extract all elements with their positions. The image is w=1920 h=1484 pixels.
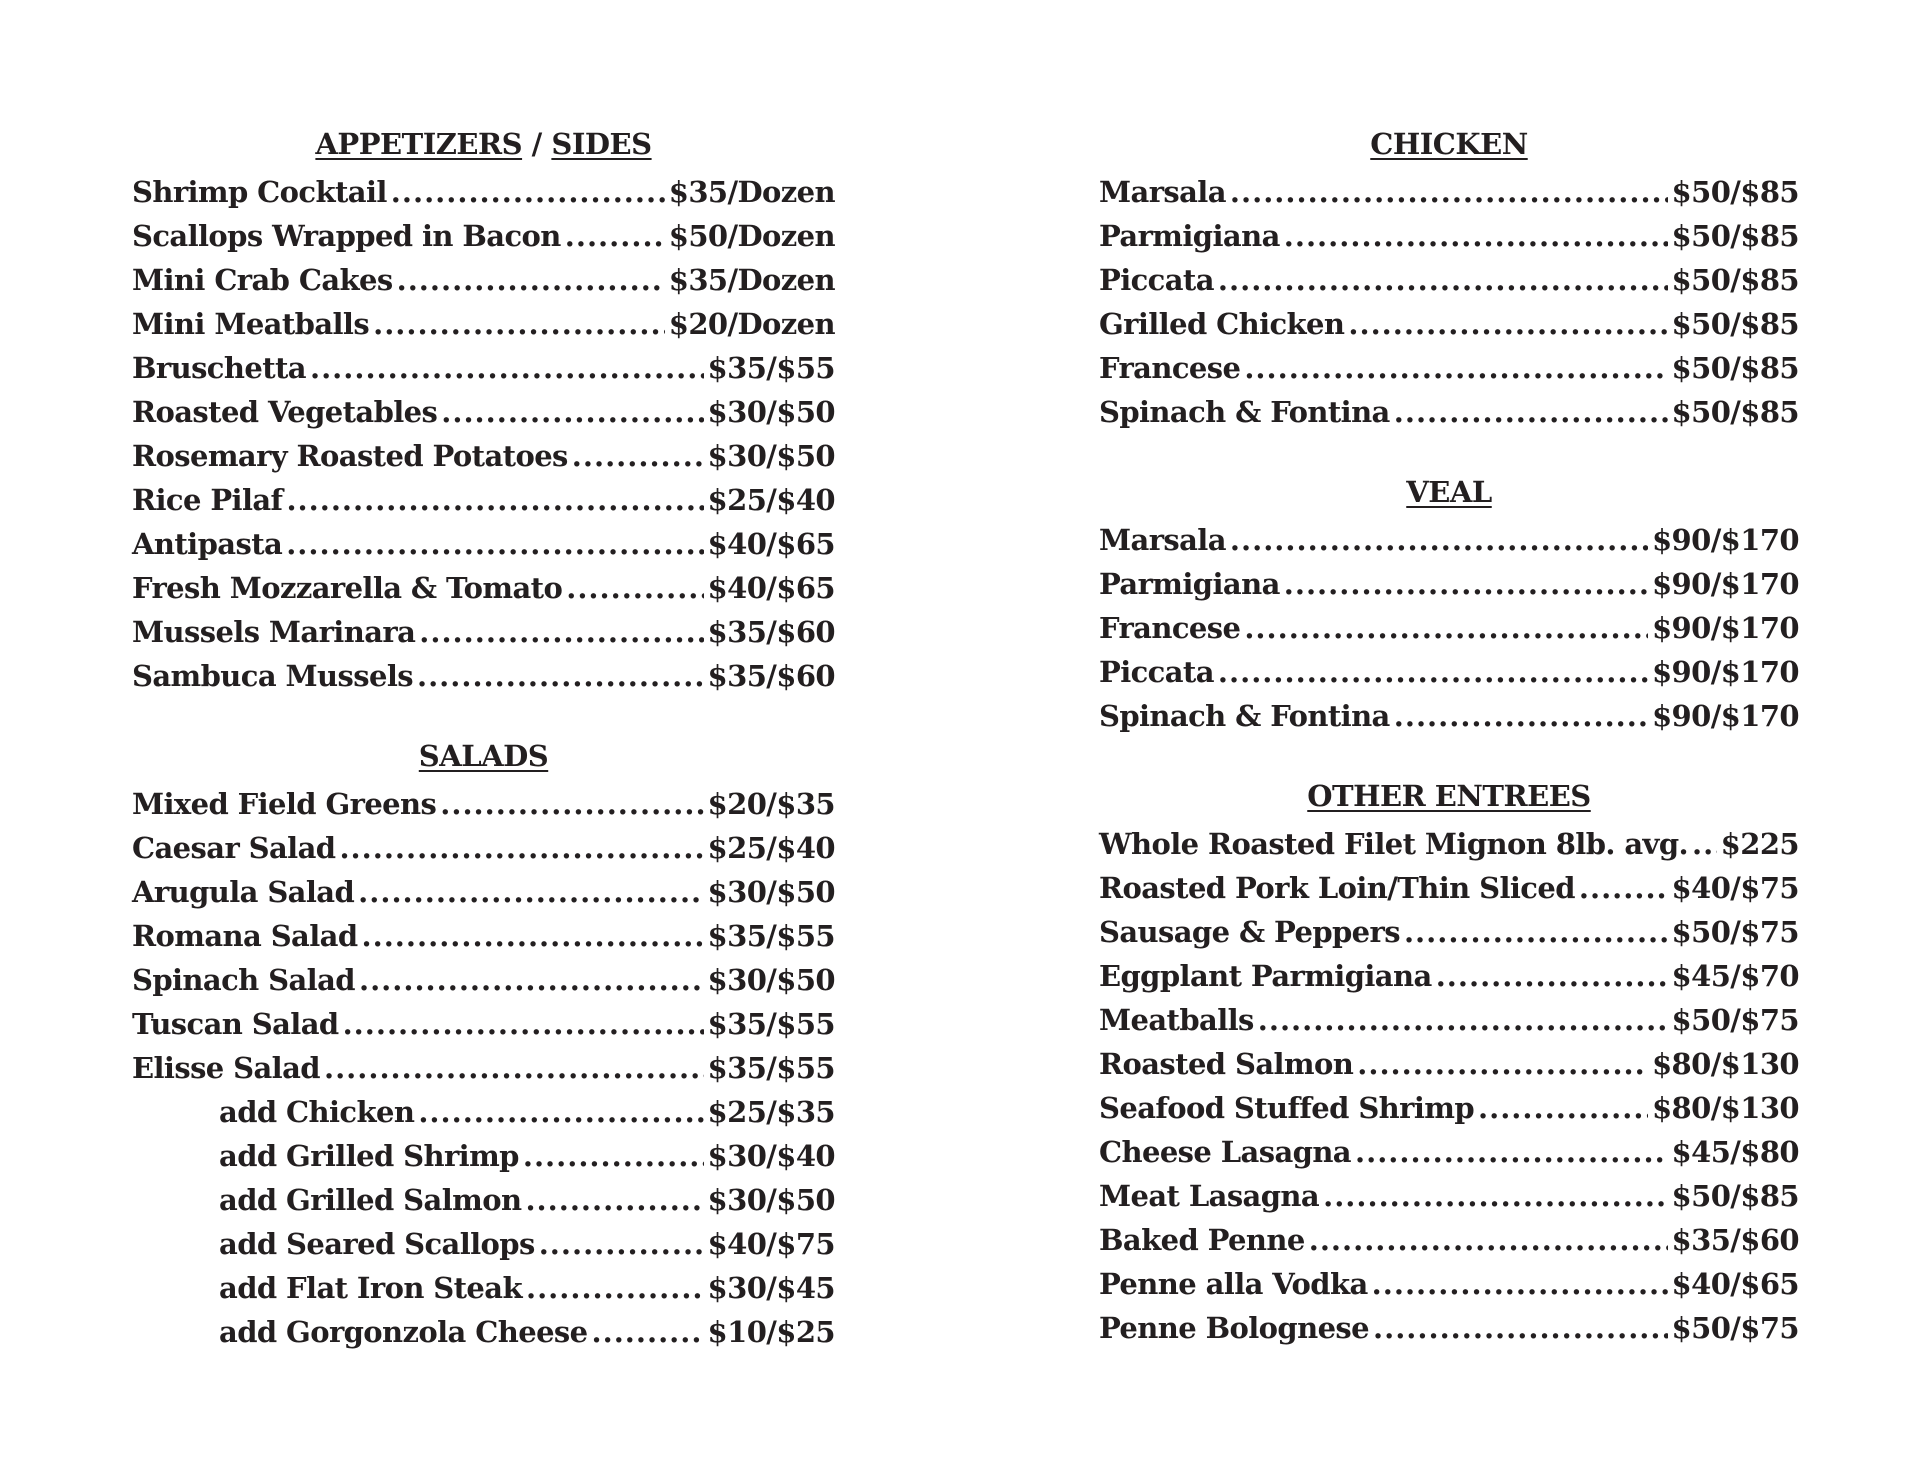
item-price: $50/$85 bbox=[1671, 1179, 1799, 1213]
item-name: add Grilled Shrimp bbox=[219, 1139, 519, 1173]
item-name: Francese bbox=[1099, 611, 1241, 645]
dot-leader bbox=[358, 870, 703, 914]
menu-item bbox=[132, 958, 835, 1002]
menu-item bbox=[1099, 910, 1799, 954]
menu-item bbox=[132, 522, 835, 566]
dot-leader bbox=[440, 782, 703, 826]
dot-leader bbox=[1357, 1042, 1648, 1086]
item-price: $50/$85 bbox=[1671, 395, 1799, 429]
item-name: Seafood Stuffed Shrimp bbox=[1099, 1091, 1475, 1125]
other-entrees-heading bbox=[1099, 778, 1799, 822]
menu-item bbox=[1099, 954, 1799, 998]
dot-leader bbox=[1244, 346, 1667, 390]
item-price: $45/$80 bbox=[1671, 1135, 1799, 1169]
menu-item bbox=[1099, 1130, 1799, 1174]
dot-leader bbox=[526, 1266, 704, 1310]
appetizers-sides-heading bbox=[132, 126, 835, 170]
item-name: Eggplant Parmigiana bbox=[1099, 959, 1432, 993]
menu-item bbox=[1099, 170, 1799, 214]
dot-leader bbox=[1579, 866, 1668, 910]
dot-leader bbox=[1394, 390, 1668, 434]
item-price: $35/$60 bbox=[1671, 1223, 1799, 1257]
menu-item bbox=[1099, 214, 1799, 258]
menu-item bbox=[132, 302, 835, 346]
menu-item bbox=[132, 478, 835, 522]
left-menu-column bbox=[132, 126, 835, 1394]
dot-leader bbox=[1692, 822, 1717, 866]
item-name: Meat Lasagna bbox=[1099, 1179, 1320, 1213]
dot-leader bbox=[441, 390, 703, 434]
menu-item bbox=[132, 214, 835, 258]
item-price: $40/$75 bbox=[1671, 871, 1799, 905]
menu-item bbox=[1099, 302, 1799, 346]
item-name: Roasted Pork Loin/Thin Sliced bbox=[1099, 871, 1575, 905]
menu-item bbox=[1099, 1306, 1799, 1350]
dot-leader bbox=[1404, 910, 1668, 954]
sides-heading: SIDES bbox=[551, 127, 652, 161]
item-price: $35/$55 bbox=[707, 1007, 835, 1041]
item-price: $50/Dozen bbox=[668, 219, 835, 253]
menu-item bbox=[1099, 650, 1799, 694]
item-price: $90/$170 bbox=[1651, 611, 1799, 645]
menu-item bbox=[1099, 1042, 1799, 1086]
dot-leader bbox=[417, 654, 704, 698]
item-name: Piccata bbox=[1099, 263, 1214, 297]
item-price: $30/$50 bbox=[707, 395, 835, 429]
menu-item bbox=[132, 1046, 835, 1090]
veal-section bbox=[1099, 474, 1799, 738]
dot-leader bbox=[539, 1222, 704, 1266]
dot-leader bbox=[1309, 1218, 1668, 1262]
item-name: Cheese Lasagna bbox=[1099, 1135, 1351, 1169]
item-name: Mini Meatballs bbox=[132, 307, 370, 341]
item-name: Tuscan Salad bbox=[132, 1007, 339, 1041]
item-name: Penne Bolognese bbox=[1099, 1311, 1369, 1345]
dot-leader bbox=[525, 1178, 703, 1222]
dot-leader bbox=[391, 170, 665, 214]
item-price: $50/$75 bbox=[1671, 915, 1799, 949]
item-price: $25/$35 bbox=[707, 1095, 835, 1129]
dot-leader bbox=[419, 610, 703, 654]
item-name: Penne alla Vodka bbox=[1099, 1267, 1368, 1301]
item-price: $90/$170 bbox=[1651, 699, 1799, 733]
menu-item bbox=[1099, 1218, 1799, 1262]
chicken-heading-text: CHICKEN bbox=[1370, 127, 1528, 161]
item-name: Fresh Mozzarella & Tomato bbox=[132, 571, 563, 605]
add-on-item bbox=[132, 1222, 835, 1266]
item-price: $25/$40 bbox=[707, 483, 835, 517]
item-name: Antipasta bbox=[132, 527, 283, 561]
dot-leader bbox=[1323, 1174, 1667, 1218]
item-price: $50/$75 bbox=[1671, 1003, 1799, 1037]
dot-leader bbox=[1218, 650, 1648, 694]
chicken-section bbox=[1099, 126, 1799, 434]
item-price: $10/$25 bbox=[707, 1315, 835, 1349]
item-name: Romana Salad bbox=[132, 919, 358, 953]
dot-leader bbox=[1284, 562, 1648, 606]
menu-item bbox=[132, 390, 835, 434]
item-price: $225 bbox=[1720, 827, 1799, 861]
item-price: $30/$50 bbox=[707, 1183, 835, 1217]
menu-item bbox=[1099, 1262, 1799, 1306]
dot-leader bbox=[324, 1046, 704, 1090]
menu-item bbox=[132, 566, 835, 610]
item-name: Rice Pilaf bbox=[132, 483, 283, 517]
add-on-item bbox=[132, 1178, 835, 1222]
menu-item bbox=[132, 170, 835, 214]
dot-leader bbox=[310, 346, 704, 390]
item-price: $30/$45 bbox=[707, 1271, 835, 1305]
dot-leader bbox=[359, 958, 704, 1002]
dot-leader bbox=[523, 1134, 704, 1178]
right-menu-column bbox=[1099, 126, 1799, 1390]
dot-leader bbox=[1348, 302, 1667, 346]
add-on-item bbox=[132, 1090, 835, 1134]
menu-item bbox=[132, 610, 835, 654]
item-price: $20/$35 bbox=[707, 787, 835, 821]
item-price: $35/$60 bbox=[707, 659, 835, 693]
item-name: Marsala bbox=[1099, 523, 1226, 557]
menu-item bbox=[1099, 606, 1799, 650]
item-name: Whole Roasted Filet Mignon 8lb. avg. bbox=[1099, 827, 1688, 861]
menu-item bbox=[132, 434, 835, 478]
item-name: add Chicken bbox=[219, 1095, 415, 1129]
item-price: $50/$85 bbox=[1671, 219, 1799, 253]
dot-leader bbox=[565, 214, 665, 258]
dot-leader bbox=[1230, 170, 1668, 214]
appetizers-heading: APPETIZERS bbox=[315, 127, 523, 161]
item-name: Piccata bbox=[1099, 655, 1214, 689]
item-name: Parmigiana bbox=[1099, 567, 1280, 601]
salads-heading bbox=[132, 738, 835, 782]
menu-item bbox=[132, 826, 835, 870]
item-price: $35/Dozen bbox=[668, 263, 835, 297]
dot-leader bbox=[362, 914, 704, 958]
item-name: Sambuca Mussels bbox=[132, 659, 413, 693]
menu-item bbox=[1099, 390, 1799, 434]
item-name: Baked Penne bbox=[1099, 1223, 1305, 1257]
chicken-heading bbox=[1099, 126, 1799, 170]
item-price: $50/$85 bbox=[1671, 351, 1799, 385]
menu-item bbox=[1099, 346, 1799, 390]
item-name: Grilled Chicken bbox=[1099, 307, 1345, 341]
menu-item bbox=[1099, 1174, 1799, 1218]
other-entrees-heading-text: OTHER ENTREES bbox=[1307, 779, 1591, 813]
item-name: Spinach & Fontina bbox=[1099, 699, 1390, 733]
item-name: Spinach Salad bbox=[132, 963, 355, 997]
item-name: Mixed Field Greens bbox=[132, 787, 437, 821]
item-price: $30/$50 bbox=[707, 875, 835, 909]
item-price: $50/$85 bbox=[1671, 263, 1799, 297]
dot-leader bbox=[1436, 954, 1668, 998]
menu-item bbox=[132, 654, 835, 698]
dot-leader bbox=[1372, 1262, 1668, 1306]
dot-leader bbox=[343, 1002, 704, 1046]
item-name: Francese bbox=[1099, 351, 1241, 385]
dot-leader bbox=[286, 522, 703, 566]
dot-leader bbox=[373, 302, 665, 346]
item-price: $40/$65 bbox=[707, 527, 835, 561]
menu-item bbox=[132, 782, 835, 826]
item-price: $20/Dozen bbox=[668, 307, 835, 341]
menu-item bbox=[1099, 258, 1799, 302]
dot-leader bbox=[1284, 214, 1668, 258]
menu-item bbox=[1099, 1086, 1799, 1130]
item-name: Caesar Salad bbox=[132, 831, 336, 865]
dot-leader bbox=[592, 1310, 704, 1354]
veal-heading bbox=[1099, 474, 1799, 518]
item-price: $35/$55 bbox=[707, 1051, 835, 1085]
add-on-item bbox=[132, 1310, 835, 1354]
veal-heading-text: VEAL bbox=[1406, 475, 1492, 509]
item-price: $35/$55 bbox=[707, 919, 835, 953]
item-name: Mini Crab Cakes bbox=[132, 263, 393, 297]
menu-item bbox=[1099, 562, 1799, 606]
item-name: Meatballs bbox=[1099, 1003, 1254, 1037]
item-name: add Gorgonzola Cheese bbox=[219, 1315, 588, 1349]
item-price: $35/$60 bbox=[707, 615, 835, 649]
menu-item bbox=[1099, 518, 1799, 562]
item-name: Scallops Wrapped in Bacon bbox=[132, 219, 561, 253]
item-price: $40/$65 bbox=[1671, 1267, 1799, 1301]
dot-leader bbox=[566, 566, 703, 610]
item-name: Shrimp Cocktail bbox=[132, 175, 387, 209]
menu-item bbox=[132, 1002, 835, 1046]
menu-item bbox=[132, 914, 835, 958]
item-price: $40/$75 bbox=[707, 1227, 835, 1261]
item-name: Sausage & Peppers bbox=[1099, 915, 1400, 949]
item-price: $30/$50 bbox=[707, 963, 835, 997]
dot-leader bbox=[1244, 606, 1648, 650]
dot-leader bbox=[339, 826, 703, 870]
item-price: $40/$65 bbox=[707, 571, 835, 605]
dot-leader bbox=[286, 478, 703, 522]
item-name: Marsala bbox=[1099, 175, 1226, 209]
item-price: $80/$130 bbox=[1651, 1047, 1799, 1081]
salads-section bbox=[132, 738, 835, 1354]
dot-leader bbox=[1218, 258, 1668, 302]
dot-leader bbox=[418, 1090, 703, 1134]
dot-leader bbox=[1355, 1130, 1668, 1174]
item-name: Bruschetta bbox=[132, 351, 306, 385]
item-name: add Grilled Salmon bbox=[219, 1183, 522, 1217]
dot-leader bbox=[1373, 1306, 1668, 1350]
dot-leader bbox=[572, 434, 704, 478]
dot-leader bbox=[1394, 694, 1648, 738]
menu-item bbox=[1099, 822, 1799, 866]
item-name: Rosemary Roasted Potatoes bbox=[132, 439, 568, 473]
menu-item bbox=[1099, 694, 1799, 738]
item-name: add Flat Iron Steak bbox=[219, 1271, 522, 1305]
item-name: Arugula Salad bbox=[132, 875, 355, 909]
appetizers-sides-section bbox=[132, 126, 835, 698]
item-price: $35/Dozen bbox=[668, 175, 835, 209]
item-price: $90/$170 bbox=[1651, 523, 1799, 557]
item-price: $50/$85 bbox=[1671, 175, 1799, 209]
item-price: $50/$75 bbox=[1671, 1311, 1799, 1345]
dot-leader bbox=[1478, 1086, 1648, 1130]
item-name: Parmigiana bbox=[1099, 219, 1280, 253]
item-price: $35/$55 bbox=[707, 351, 835, 385]
add-on-item bbox=[132, 1134, 835, 1178]
menu-item bbox=[132, 258, 835, 302]
add-on-item bbox=[132, 1266, 835, 1310]
item-price: $45/$70 bbox=[1671, 959, 1799, 993]
item-name: Elisse Salad bbox=[132, 1051, 320, 1085]
item-price: $90/$170 bbox=[1651, 655, 1799, 689]
item-name: Roasted Salmon bbox=[1099, 1047, 1354, 1081]
item-price: $90/$170 bbox=[1651, 567, 1799, 601]
item-price: $80/$130 bbox=[1651, 1091, 1799, 1125]
salads-heading-text: SALADS bbox=[418, 739, 549, 773]
item-price: $30/$40 bbox=[707, 1139, 835, 1173]
dot-leader bbox=[397, 258, 665, 302]
item-price: $30/$50 bbox=[707, 439, 835, 473]
menu-item bbox=[132, 870, 835, 914]
dot-leader bbox=[1258, 998, 1668, 1042]
item-price: $50/$85 bbox=[1671, 307, 1799, 341]
dot-leader bbox=[1230, 518, 1648, 562]
item-price: $25/$40 bbox=[707, 831, 835, 865]
item-name: add Seared Scallops bbox=[219, 1227, 535, 1261]
menu-item bbox=[1099, 998, 1799, 1042]
menu-item bbox=[1099, 866, 1799, 910]
item-name: Spinach & Fontina bbox=[1099, 395, 1390, 429]
item-name: Mussels Marinara bbox=[132, 615, 416, 649]
heading-separator: / bbox=[522, 127, 552, 161]
other-entrees-section bbox=[1099, 778, 1799, 1350]
menu-item bbox=[132, 346, 835, 390]
item-name: Roasted Vegetables bbox=[132, 395, 438, 429]
